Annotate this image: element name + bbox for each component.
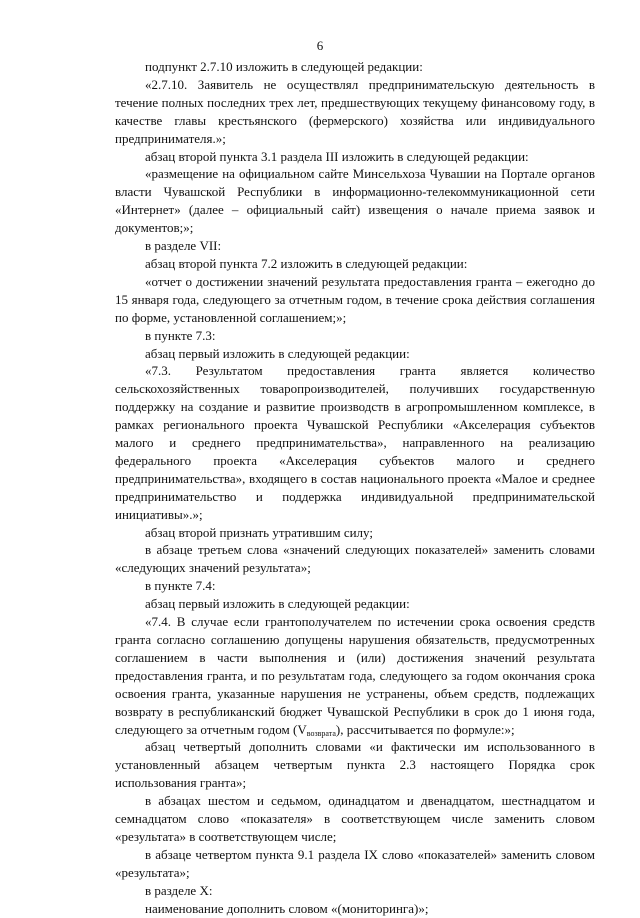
paragraph: «2.7.10. Заявитель не осуществлял предпринимательскую деятельность в течение полных последних трех лет, предшествующих текущему финансовому году, в качестве главы крестьянского (фермерского) хозяйства или индивидуального предпринимателя.»; [115,76,595,146]
paragraph: «размещение на официальном сайте Минсельхоза Чувашии на Портале органов власти Чувашской Республики в информационно-телекоммуникационной сети «Интернет» (далее – официальный сайт) извещения о начале приема заявок и документов;»; [115,166,595,236]
paragraph-text: «7.4. В случае если грантополучателем по истечении срока освоения средств гранта согласно соглашению допущены нарушения обязательств, предусмотренных соглашением в части выполнения и (или) достижения значений результата предоставления гранта, и по результатам года, следующего за годом окончания срока освоения гранта, указанные нарушения не устранены, объем средств, подлежащих возврату в республиканский бюджет Чувашской Республики в срок до 1 июня года, следующего за отчетным годом (V [115,614,595,737]
page-number: 6 [316,38,324,53]
paragraph-with-formula-ref [115,613,595,738]
paragraph: абзац второй пункта 3.1 раздела III изложить в следующей редакции: [145,148,529,164]
document-body [115,58,595,918]
paragraph: в разделе VII: [145,238,222,254]
paragraph: в абзаце третьем слова «значений следующих показателей» заменить словами «следующих значений результата»; [115,542,595,576]
paragraph: наименование дополнить словом «(мониторинга)»; [145,900,429,916]
paragraph: в пункте 7.4: [145,578,216,594]
paragraph: абзац второй пункта 7.2 изложить в следующей редакции: [145,255,468,271]
paragraph: в абзаце четвертом пункта 9.1 раздела IX слово «показателей» заменить словом «результата»; [115,846,595,880]
paragraph: абзац второй признать утратившим силу; [145,524,373,540]
paragraph: в абзацах шестом и седьмом, одинадцатом и двенадцатом, шестнадцатом и семнадцатом слово «показателя» в соответствующем числе заменить словом «результата» в соответствующем числе; [115,793,595,844]
paragraph: подпункт 2.7.10 изложить в следующей редакции: [145,59,423,74]
paragraph: абзац четвертый дополнить словами «и фактически им использованного в установленный абзацем четвертым пункта 2.3 настоящего Порядка срок использования гранта»; [115,739,595,791]
paragraph: в разделе X: [145,882,213,898]
paragraph-text-tail: ), рассчитывается по формуле:»; [335,721,515,737]
subscript-vozvrata: возврата [306,728,336,738]
paragraph: «7.3. Результатом предоставления гранта является количество сельскохозяйственных товаропроизводителей, получивших государственную поддержку на создание и развитие производств в агропромышленном комплексе, в рамках регионального проекта Чувашской Республики «Акселерация субъектов малого и среднего предпринимательства», направленного на реализацию федерального проекта «Акселерация субъектов малого и среднего предпринимательства», входящего в состав национального проекта «Малое и среднее предпринимательство и поддержка индивидуальной предпринимательской инициативы».»; [115,363,595,522]
paragraph: в пункте 7.3: [145,327,216,343]
paragraph: абзац первый изложить в следующей редакции: [145,596,410,612]
paragraph: «отчет о достижении значений результата предоставления гранта – ежегодно до 15 января года, следующего за отчетным годом, в течение срока действия соглашения по форме, установленной соглашением;»; [115,273,595,325]
paragraph: абзац первый изложить в следующей редакции: [145,345,410,361]
